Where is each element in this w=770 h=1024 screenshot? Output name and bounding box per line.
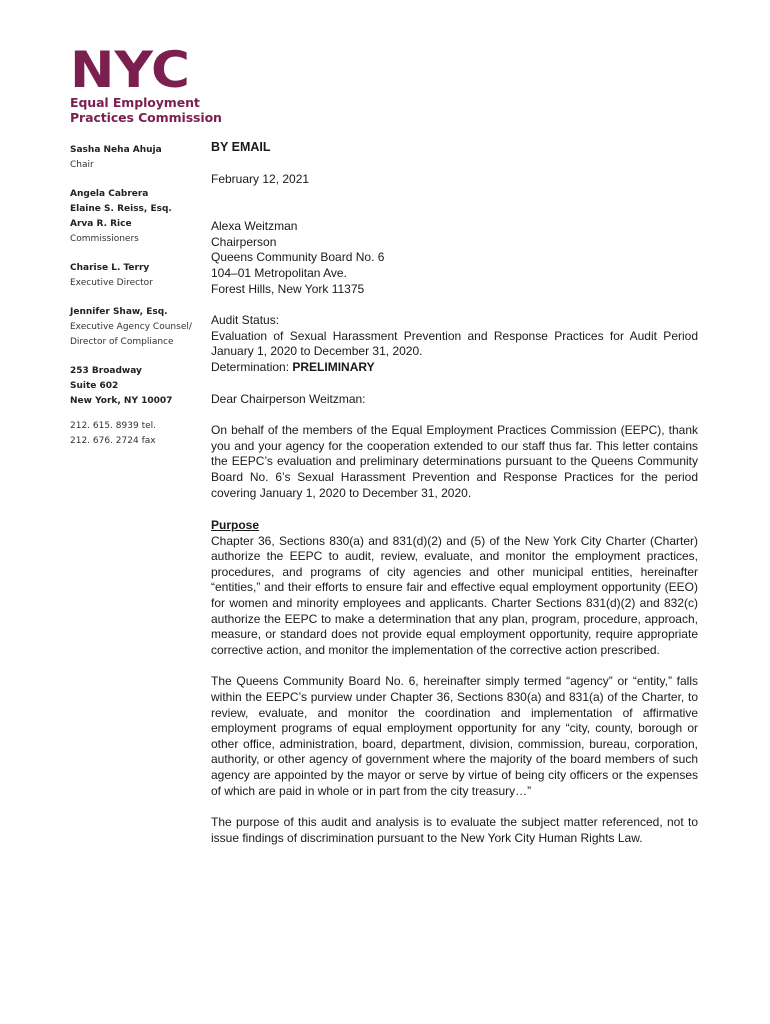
purpose-paragraph-1: Chapter 36, Sections 830(a) and 831(d)(2) and (5) of the New York City Charter (Charter) authorize the EEPC to audit, review, evaluate, and monitor the employment practices, procedures, and programs of city agencies and other municipal entities, hereinafter “entities,” and their efforts to ensure fair and effective equal employment opportunity (EEO) for women and minority employees and applicants. Charter Sections 831(d)(2) and 832(c) authorize the EEPC to make a determination that any plan, program, procedure, approach, measure, or standard does not provide equal employment opportunity, require appropriate corrective action, and monitor the implementation of the corrective action prescribed. <box>211 533 698 657</box>
recipient-address <box>211 219 698 297</box>
fax: 212. 676. 2724 fax <box>70 436 156 446</box>
letter-date: February 12, 2021 <box>211 171 310 186</box>
determination-value: PRELIMINARY <box>292 359 375 374</box>
determination-line <box>211 360 698 376</box>
sidebar-roster <box>70 143 200 449</box>
intro-paragraph: On behalf of the members of the Equal Employment Practices Commission (EEPC), thank you and your agency for the cooperation extended to our staff thus far. This letter contains the EEPC’s evaluation and preliminary determinations pursuant to the Queens Community Board No. 6’s Sexual Harassment Prevention and Response Practices for the period covering January 1, 2020 to December 31, 2020. <box>211 423 698 500</box>
commissioner-name: Arva R. Rice <box>70 219 132 229</box>
executive-director-name: Charise L. Terry <box>70 263 150 273</box>
purpose-heading: Purpose <box>211 518 260 533</box>
nyc-logo-icon <box>70 47 194 91</box>
recipient-line: Forest Hills, New York 11375 <box>211 281 365 296</box>
org-name <box>70 95 230 125</box>
recipient-line: 104–01 Metropolitan Ave. <box>211 265 347 280</box>
address-line: 253 Broadway <box>70 366 142 376</box>
audit-status-block <box>211 313 698 375</box>
counsel-role-1: Executive Agency Counsel/ <box>70 322 192 332</box>
org-name-line-2: Practices Commission <box>70 110 222 125</box>
commissioners-role: Commissioners <box>70 234 139 244</box>
recipient-line: Queens Community Board No. 6 <box>211 250 385 265</box>
letterhead <box>70 47 230 125</box>
purpose-paragraph-3: The purpose of this audit and analysis is to evaluate the subject matter referenced, not to issue findings of discrimination pursuant to the New York City Human Rights Law. <box>211 815 698 845</box>
chair-name: Sasha Neha Ahuja <box>70 145 162 155</box>
chair-role: Chair <box>70 160 94 170</box>
purpose-paragraph-2: The Queens Community Board No. 6, hereinafter simply termed “agency” or “entity,” falls within the EEPC’s purview under Chapter 36, Sections 830(a) and 831(a) of the Charter, to review, evaluate, and monitor the coordination and implementation of affirmative employment programs of equal employment opportunity for any “city, county, borough or other office, administration, board, department, division, commission, bureau, corporation, authority, or other agency of government where the majority of the board members of such agency are appointed by the mayor or serve by virtue of being city officers or the expenses of which are paid in whole or in part from the city treasury…” <box>211 674 698 798</box>
by-email-heading: BY EMAIL <box>211 140 271 154</box>
determination-label: Determination: <box>211 359 293 374</box>
org-name-line-1: Equal Employment <box>70 95 200 110</box>
recipient-line: Alexa Weitzman <box>211 219 298 234</box>
counsel-role-2: Director of Compliance <box>70 337 174 347</box>
logo-text: NYC <box>70 47 190 91</box>
telephone: 212. 615. 8939 tel. <box>70 421 156 431</box>
address-line: Suite 602 <box>70 381 119 391</box>
letter-body <box>211 140 698 846</box>
commissioner-name: Angela Cabrera <box>70 189 149 199</box>
counsel-name: Jennifer Shaw, Esq. <box>70 307 168 317</box>
audit-status-label: Audit Status: <box>211 313 280 328</box>
salutation: Dear Chairperson Weitzman: <box>211 391 366 406</box>
address-line: New York, NY 10007 <box>70 396 173 406</box>
audit-status-text: Evaluation of Sexual Harassment Prevention and Response Practices for Audit Period January 1, 2020 to December 31, 2020. <box>211 328 698 359</box>
commissioner-name: Elaine S. Reiss, Esq. <box>70 204 172 214</box>
recipient-line: Chairperson <box>211 234 277 249</box>
executive-director-role: Executive Director <box>70 278 153 288</box>
